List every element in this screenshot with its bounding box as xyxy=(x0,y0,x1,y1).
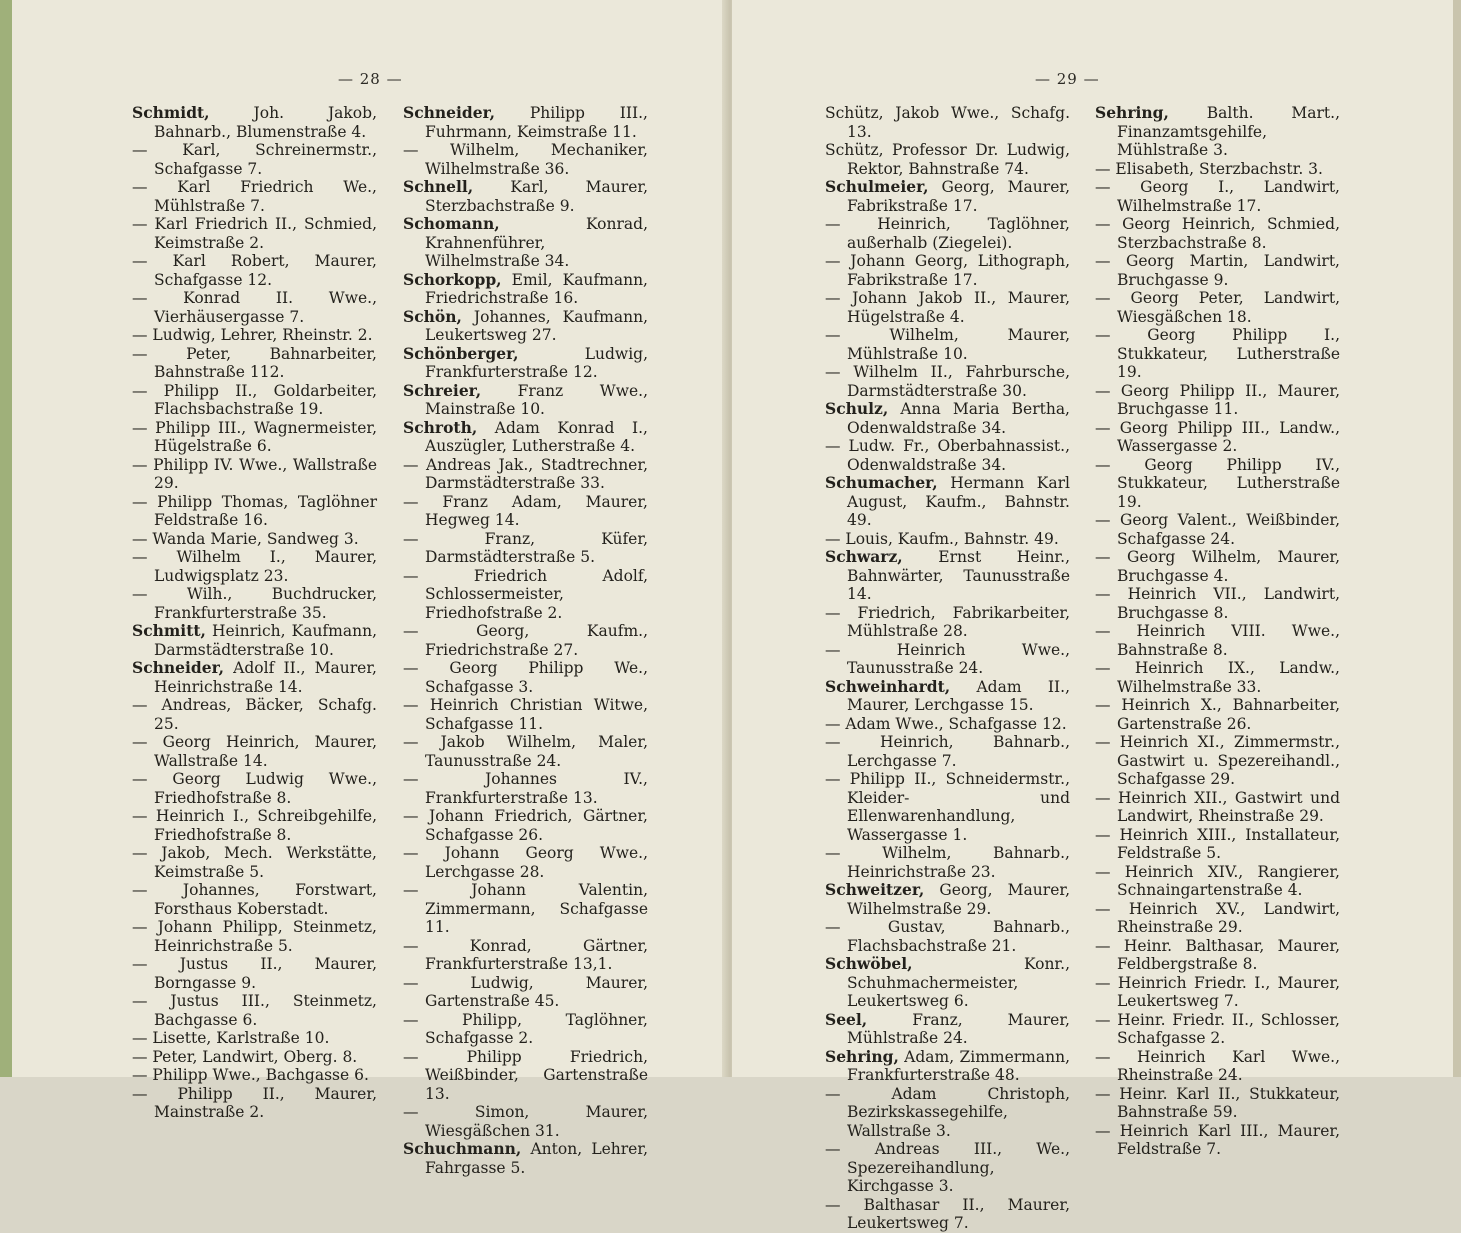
entry-text: — Heinrich Karl III., Maurer, Feldstraße 7. xyxy=(1095,1121,1340,1158)
page-number-right: — 29 — xyxy=(1035,70,1100,88)
entry-text: — Heinr. Balthasar, Maurer, Feldbergstraße 8. xyxy=(1095,936,1340,973)
entry-text: — Konrad, Gärtner, Frankfurterstraße 13,1. xyxy=(403,936,648,973)
directory-entry xyxy=(132,733,377,770)
directory-entry xyxy=(1095,289,1340,326)
entry-text: — Georg Heinrich, Schmied, Sterzbachstraße 8. xyxy=(1095,215,1340,252)
directory-entry xyxy=(825,1085,1070,1141)
directory-entry xyxy=(1095,937,1340,974)
directory-entry xyxy=(1095,178,1340,215)
entry-text: — Georg Philipp We., Schafgasse 3. xyxy=(403,659,648,696)
directory-entry xyxy=(1095,900,1340,937)
directory-entry xyxy=(1095,696,1340,733)
entry-surname: Schön, xyxy=(403,306,462,326)
entry-surname: Schmitt, xyxy=(132,621,206,640)
directory-entry xyxy=(403,215,648,271)
entry-text: Franz, Maurer, Mühlstraße 24. xyxy=(847,1010,1070,1047)
entry-surname: Schweinhardt, xyxy=(825,676,951,696)
directory-entry xyxy=(132,345,377,382)
entry-text: Schütz, Professor Dr. Ludwig, Rektor, Bahnstraße 74. xyxy=(825,141,1070,178)
directory-entry xyxy=(1095,974,1340,1011)
entry-text: — Jakob Wilhelm, Maler, Taunusstraße 24. xyxy=(403,733,648,770)
directory-entry xyxy=(1095,456,1340,512)
directory-entry xyxy=(1095,1085,1340,1122)
directory-entry xyxy=(1095,215,1340,252)
entry-text: — Heinrich X., Bahnarbeiter, Gartenstraße 26. xyxy=(1095,696,1340,733)
entry-text: — Karl, Schreinermstr., Schafgasse 7. xyxy=(132,141,377,178)
directory-entry xyxy=(403,659,648,696)
directory-entry xyxy=(403,419,648,456)
directory-entry xyxy=(403,807,648,844)
entry-text: Heinrich, Kaufmann, Darmstädterstraße 10. xyxy=(154,622,377,659)
entry-surname: Schulz, xyxy=(825,399,889,418)
entry-text: Karl, Maurer, Sterzbachstraße 9. xyxy=(425,178,648,215)
entry-text: — Heinrich Karl Wwe., Rheinstraße 24. xyxy=(1095,1047,1340,1084)
entry-text: — Georg Philipp III., Landw., Wassergasse 2. xyxy=(1095,418,1340,455)
entry-text: — Heinrich, Taglöhner, außerhalb (Ziegelei). xyxy=(825,215,1070,252)
entry-surname: Seel, xyxy=(825,1009,868,1029)
entry-text: — Heinrich XIV., Rangierer, Schnaingartenstraße 4. xyxy=(1095,862,1340,899)
entry-text: — Balthasar II., Maurer, Leukertsweg 7. xyxy=(825,1195,1070,1232)
directory-entry xyxy=(403,770,648,807)
directory-entry xyxy=(403,271,648,308)
directory-entry xyxy=(132,807,377,844)
entry-text: — Georg Ludwig Wwe., Friedhofstraße 8. xyxy=(132,770,377,807)
directory-entry xyxy=(825,604,1070,641)
directory-entry xyxy=(403,696,648,733)
entry-text: — Franz, Küfer, Darmstädterstraße 5. xyxy=(403,529,648,566)
directory-entry xyxy=(132,622,377,659)
directory-entry xyxy=(1095,1011,1340,1048)
right-column-2 xyxy=(1095,104,1340,1159)
directory-entry xyxy=(132,456,377,493)
entry-text: — Heinrich Christian Witwe, Schafgasse 11. xyxy=(403,696,648,733)
entry-text: Anna Maria Bertha, Odenwaldstraße 34. xyxy=(847,400,1070,437)
entry-text: — Wilhelm, Maurer, Mühlstraße 10. xyxy=(825,326,1070,363)
directory-entry xyxy=(132,1048,377,1067)
directory-entry xyxy=(132,530,377,549)
directory-entry xyxy=(132,918,377,955)
entry-text: — Georg Martin, Landwirt, Bruchgasse 9. xyxy=(1095,252,1340,289)
directory-entry xyxy=(825,141,1070,178)
entry-text: Georg, Maurer, Fabrikstraße 17. xyxy=(847,178,1070,215)
entry-text: — Philipp, Taglöhner, Schafgasse 2. xyxy=(403,1010,648,1047)
entry-text: Konr., Schuhmachermeister, Leukertsweg 6. xyxy=(847,955,1070,1010)
directory-entry xyxy=(825,715,1070,734)
entry-text: — Peter, Bahnarbeiter, Bahnstraße 112. xyxy=(132,344,377,381)
entry-text: — Heinr. Karl II., Stukkateur, Bahnstraße 59. xyxy=(1095,1084,1340,1121)
entry-text: — Heinrich VIII. Wwe., Bahnstraße 8. xyxy=(1095,622,1340,659)
left-column-2 xyxy=(403,104,648,1177)
directory-entry xyxy=(403,1048,648,1104)
entry-text: — Adam Christoph, Bezirkskassegehilfe, Wallstraße 3. xyxy=(825,1084,1070,1140)
directory-entry xyxy=(825,1011,1070,1048)
entry-surname: Sehring, xyxy=(825,1046,899,1066)
directory-entry xyxy=(403,1140,648,1177)
directory-entry xyxy=(1095,511,1340,548)
directory-entry xyxy=(1095,326,1340,382)
directory-entry xyxy=(132,104,377,141)
entry-text: — Johann Philipp, Steinmetz, Heinrichstraße 5. xyxy=(132,918,377,955)
entry-text: — Adam Wwe., Schafgasse 12. xyxy=(825,714,1067,733)
book-edge-right xyxy=(1453,0,1461,1077)
entry-text: Philipp III., Fuhrmann, Keimstraße 11. xyxy=(425,104,648,141)
entry-surname: Schuchmann, xyxy=(403,1139,522,1158)
entry-surname: Schroth, xyxy=(403,417,478,437)
entry-text: Joh. Jakob, Bahnarb., Blumenstraße 4. xyxy=(154,104,377,141)
directory-entry xyxy=(132,1085,377,1122)
entry-text: — Konrad II. Wwe., Vierhäusergasse 7. xyxy=(132,289,377,326)
entry-text: — Heinr. Friedr. II., Schlosser, Schafgasse 2. xyxy=(1095,1010,1340,1047)
entry-text: — Philipp Thomas, Taglöhner Feldstraße 16. xyxy=(132,492,377,529)
entry-text: — Philipp Friedrich, Weißbinder, Gartenstraße 13. xyxy=(403,1047,648,1103)
directory-entry xyxy=(132,955,377,992)
entry-text: — Andreas III., We., Spezereihandlung, Kirchgasse 3. xyxy=(825,1140,1070,1195)
directory-entry xyxy=(403,530,648,567)
entry-surname: Schwöbel, xyxy=(825,954,913,973)
directory-entry xyxy=(825,437,1070,474)
directory-entry xyxy=(1095,659,1340,696)
entry-text: — Georg Wilhelm, Maurer, Bruchgasse 4. xyxy=(1095,548,1340,585)
directory-entry xyxy=(403,1011,648,1048)
entry-surname: Sehring, xyxy=(1095,103,1169,122)
directory-entry xyxy=(825,530,1070,549)
entry-text: — Heinrich XII., Gastwirt und Landwirt, Rheinstraße 29. xyxy=(1095,788,1340,825)
entry-text: Ernst Heinr., Bahnwärter, Taunusstraße 14. xyxy=(847,548,1070,603)
entry-text: — Heinrich XIII., Installateur, Feldstraße 5. xyxy=(1095,825,1340,862)
entry-text: — Ludwig, Maurer, Gartenstraße 45. xyxy=(403,973,648,1010)
entry-text: — Heinrich VII., Landwirt, Bruchgasse 8. xyxy=(1095,585,1340,622)
entry-text: — Wilhelm, Bahnarb., Heinrichstraße 23. xyxy=(825,844,1070,881)
entry-surname: Schreier, xyxy=(403,380,482,400)
entry-text: — Heinrich Wwe., Taunusstraße 24. xyxy=(825,640,1070,677)
entry-text: — Heinrich XI., Zimmermstr., Gastwirt u. Spezereihandl., Schafgasse 29. xyxy=(1095,733,1340,788)
entry-text: Ludwig, Frankfurterstraße 12. xyxy=(425,344,648,381)
directory-entry xyxy=(132,881,377,918)
directory-entry xyxy=(825,1140,1070,1196)
directory-entry xyxy=(403,104,648,141)
entry-text: — Johannes, Forstwart, Forsthaus Koberstadt. xyxy=(132,881,377,918)
entry-text: — Philipp III., Wagnermeister, Hügelstraße 6. xyxy=(132,418,377,455)
directory-entry xyxy=(825,770,1070,844)
entry-surname: Schweitzer, xyxy=(825,880,925,899)
directory-entry xyxy=(403,1103,648,1140)
directory-entry xyxy=(825,326,1070,363)
directory-entry xyxy=(403,733,648,770)
entry-surname: Schwarz, xyxy=(825,547,903,566)
entry-text: — Andreas Jak., Stadtrechner, Darmstädterstraße 33. xyxy=(403,455,648,492)
directory-entry xyxy=(825,104,1070,141)
entry-text: — Johann Georg, Lithograph, Fabrikstraße 17. xyxy=(825,252,1070,289)
directory-entry xyxy=(1095,1122,1340,1159)
entry-text: Emil, Kaufmann, Friedrichstraße 16. xyxy=(425,270,648,307)
entry-text: — Wanda Marie, Sandweg 3. xyxy=(132,529,359,548)
directory-entry xyxy=(825,678,1070,715)
entry-text: — Ludw. Fr., Oberbahnassist., Odenwaldstraße 34. xyxy=(825,437,1070,474)
entry-text: — Justus II., Maurer, Borngasse 9. xyxy=(132,955,377,992)
entry-text: — Wilhelm, Mechaniker, Wilhelmstraße 36. xyxy=(403,141,648,178)
entry-text: — Heinrich IX., Landw., Wilhelmstraße 33. xyxy=(1095,659,1340,696)
entry-text: — Georg Philipp II., Maurer, Bruchgasse 11. xyxy=(1095,381,1340,418)
directory-entry xyxy=(1095,104,1340,160)
entry-text: — Philipp II., Schneidermstr., Kleider- und Ellenwarenhandlung, Wassergasse 1. xyxy=(825,770,1070,844)
directory-entry xyxy=(1095,733,1340,789)
directory-entry xyxy=(132,770,377,807)
directory-entry xyxy=(1095,863,1340,900)
entry-text: — Lisette, Karlstraße 10. xyxy=(132,1029,330,1047)
entry-text: — Louis, Kaufm., Bahnstr. 49. xyxy=(825,529,1059,548)
entry-text: — Justus III., Steinmetz, Bachgasse 6. xyxy=(132,992,377,1029)
directory-entry xyxy=(825,400,1070,437)
entry-text: — Andreas, Bäcker, Schafg. 25. xyxy=(132,696,377,733)
entry-text: — Friedrich Adolf, Schlossermeister, Friedhofstraße 2. xyxy=(403,566,648,622)
right-column-1 xyxy=(825,104,1070,1233)
directory-entry xyxy=(132,844,377,881)
directory-entry xyxy=(132,141,377,178)
directory-entry xyxy=(403,881,648,937)
entry-surname: Schnell, xyxy=(403,177,474,196)
entry-text: — Heinrich, Bahnarb., Lerchgasse 7. xyxy=(825,733,1070,770)
directory-entry xyxy=(132,992,377,1029)
directory-entry xyxy=(825,474,1070,530)
directory-entry xyxy=(825,955,1070,1011)
directory-entry xyxy=(1095,789,1340,826)
directory-entry xyxy=(1095,252,1340,289)
entry-text: Adam II., Maurer, Lerchgasse 15. xyxy=(847,677,1070,714)
entry-text: — Heinrich XV., Landwirt, Rheinstraße 29. xyxy=(1095,899,1340,936)
directory-entry xyxy=(403,622,648,659)
book-edge-left xyxy=(0,0,12,1077)
entry-text: — Ludwig, Lehrer, Rheinstr. 2. xyxy=(132,326,373,344)
directory-entry xyxy=(132,585,377,622)
entry-text: — Johann Valentin, Zimmermann, Schafgasse 11. xyxy=(403,881,648,936)
directory-entry xyxy=(1095,548,1340,585)
directory-entry xyxy=(132,659,377,696)
entry-text: — Gustav, Bahnarb., Flachsbachstraße 21. xyxy=(825,918,1070,955)
entry-text: — Georg Philipp IV., Stukkateur, Lutherstraße 19. xyxy=(1095,455,1340,511)
directory-entry xyxy=(825,641,1070,678)
entry-text: — Georg I., Landwirt, Wilhelmstraße 17. xyxy=(1095,178,1340,215)
entry-text: — Johann Georg Wwe., Lerchgasse 28. xyxy=(403,844,648,881)
directory-entry xyxy=(132,382,377,419)
entry-surname: Schneider, xyxy=(132,658,225,677)
directory-entry xyxy=(1095,419,1340,456)
entry-text: — Philipp IV. Wwe., Wallstraße 29. xyxy=(132,455,377,492)
entry-text: — Philipp Wwe., Bachgasse 6. xyxy=(132,1066,369,1084)
entry-text: Balth. Mart., Finanzamtsgehilfe, Mühlstraße 3. xyxy=(1117,104,1340,159)
entry-surname: Schorkopp, xyxy=(403,269,502,289)
entry-text: — Karl Robert, Maurer, Schafgasse 12. xyxy=(132,252,377,289)
directory-entry xyxy=(1095,1048,1340,1085)
entry-surname: Schmidt, xyxy=(132,103,210,122)
directory-entry xyxy=(403,141,648,178)
directory-entry xyxy=(132,178,377,215)
entry-text: — Georg Heinrich, Maurer, Wallstraße 14. xyxy=(132,733,377,770)
directory-entry xyxy=(1095,160,1340,179)
directory-entry xyxy=(825,215,1070,252)
left-column-1 xyxy=(132,104,377,1122)
directory-entry xyxy=(825,1196,1070,1233)
entry-text: — Peter, Landwirt, Oberg. 8. xyxy=(132,1047,358,1066)
directory-entry xyxy=(1095,585,1340,622)
directory-entry xyxy=(825,1048,1070,1085)
directory-entry xyxy=(132,1066,377,1085)
entry-text: Konrad, Krahnenführer, Wilhelmstraße 34. xyxy=(425,215,648,270)
entry-surname: Schomann, xyxy=(403,214,500,233)
entry-text: — Jakob, Mech. Werkstätte, Keimstraße 5. xyxy=(132,844,377,881)
directory-entry xyxy=(1095,826,1340,863)
entry-surname: Schneider, xyxy=(403,103,496,122)
directory-entry xyxy=(132,696,377,733)
entry-text: Adam Konrad I., Auszügler, Lutherstraße 4. xyxy=(425,418,648,455)
entry-text: — Wilh., Buchdrucker, Frankfurterstraße 35. xyxy=(132,585,377,622)
entry-text: Adolf II., Maurer, Heinrichstraße 14. xyxy=(154,659,377,696)
entry-text: — Heinrich Friedr. I., Maurer, Leukertsweg 7. xyxy=(1095,973,1340,1010)
entry-text: — Georg Valent., Weißbinder, Schafgasse 24. xyxy=(1095,511,1340,548)
entry-text: Anton, Lehrer, Fahrgasse 5. xyxy=(425,1140,648,1177)
entry-text: — Johann Friedrich, Gärtner, Schafgasse 26. xyxy=(403,807,648,844)
directory-entry xyxy=(132,548,377,585)
entry-text: Adam, Zimmermann, Frankfurterstraße 48. xyxy=(847,1047,1070,1084)
entry-text: — Philipp II., Maurer, Mainstraße 2. xyxy=(132,1084,377,1121)
entry-text: Hermann Karl August, Kaufm., Bahnstr. 49. xyxy=(847,474,1070,529)
directory-entry xyxy=(403,382,648,419)
entry-text: Schütz, Jakob Wwe., Schafg. 13. xyxy=(825,104,1070,141)
directory-entry xyxy=(825,918,1070,955)
directory-entry xyxy=(403,844,648,881)
directory-entry xyxy=(132,419,377,456)
directory-entry xyxy=(403,493,648,530)
directory-entry xyxy=(825,733,1070,770)
directory-entry xyxy=(403,974,648,1011)
directory-entry xyxy=(403,456,648,493)
entry-text: — Georg Philipp I., Stukkateur, Lutherstraße 19. xyxy=(1095,326,1340,381)
directory-entry xyxy=(132,289,377,326)
directory-entry xyxy=(1095,382,1340,419)
entry-text: — Georg Peter, Landwirt, Wiesgäßchen 18. xyxy=(1095,289,1340,326)
entry-text: — Wilhelm II., Fahrbursche, Darmstädterstraße 30. xyxy=(825,363,1070,400)
directory-entry xyxy=(132,326,377,345)
directory-entry xyxy=(132,215,377,252)
entry-text: Johannes, Kaufmann, Leukertsweg 27. xyxy=(425,307,648,344)
entry-text: Georg, Maurer, Wilhelmstraße 29. xyxy=(847,881,1070,918)
entry-text: — Friedrich, Fabrikarbeiter, Mühlstraße 28. xyxy=(825,603,1070,640)
entry-text: — Karl Friedrich We., Mühlstraße 7. xyxy=(132,178,377,215)
directory-entry xyxy=(1095,622,1340,659)
page-number-left: — 28 — xyxy=(338,70,403,88)
directory-entry xyxy=(132,252,377,289)
entry-text: — Karl Friedrich II., Schmied, Keimstraße 2. xyxy=(132,215,377,252)
directory-entry xyxy=(825,363,1070,400)
entry-text: — Georg, Kaufm., Friedrichstraße 27. xyxy=(403,622,648,659)
directory-entry xyxy=(825,548,1070,604)
directory-entry xyxy=(403,345,648,382)
directory-entry xyxy=(132,493,377,530)
directory-entry xyxy=(825,178,1070,215)
entry-surname: Schönberger, xyxy=(403,343,519,363)
directory-entry xyxy=(403,308,648,345)
directory-entry xyxy=(825,289,1070,326)
entry-text: — Heinrich I., Schreibgehilfe, Friedhofstraße 8. xyxy=(132,807,377,844)
entry-text: — Philipp II., Goldarbeiter, Flachsbachstraße 19. xyxy=(132,381,377,418)
directory-entry xyxy=(403,937,648,974)
directory-entry xyxy=(403,178,648,215)
entry-text: — Johannes IV., Frankfurterstraße 13. xyxy=(403,770,648,807)
entry-text: Franz Wwe., Mainstraße 10. xyxy=(425,381,648,418)
entry-surname: Schulmeier, xyxy=(825,177,929,196)
entry-text: — Elisabeth, Sterzbachstr. 3. xyxy=(1095,159,1323,178)
directory-entry xyxy=(403,567,648,623)
entry-text: — Johann Jakob II., Maurer, Hügelstraße 4. xyxy=(825,289,1070,326)
entry-text: — Franz Adam, Maurer, Hegweg 14. xyxy=(403,492,648,529)
directory-entry xyxy=(825,844,1070,881)
directory-entry xyxy=(132,1029,377,1048)
directory-entry xyxy=(825,881,1070,918)
directory-entry xyxy=(825,252,1070,289)
entry-text: — Simon, Maurer, Wiesgäßchen 31. xyxy=(403,1103,648,1140)
entry-text: — Wilhelm I., Maurer, Ludwigsplatz 23. xyxy=(132,548,377,585)
entry-surname: Schumacher, xyxy=(825,473,938,492)
